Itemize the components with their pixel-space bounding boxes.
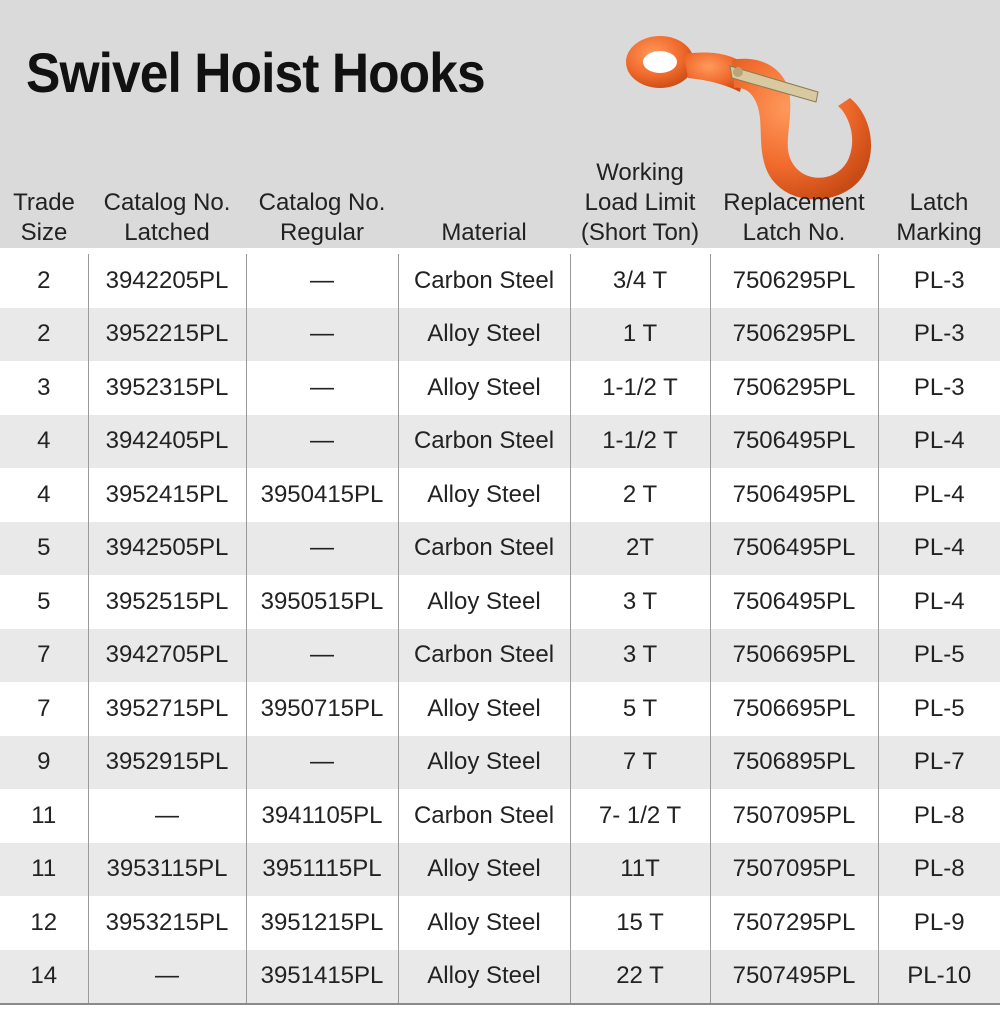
cell: PL-4: [878, 522, 1000, 576]
cell: PL-8: [878, 789, 1000, 843]
table-row: [0, 522, 1000, 576]
cell: 7507295PL: [710, 896, 878, 950]
column-header-trade-size: Trade Size: [13, 189, 75, 246]
cell: PL-4: [878, 468, 1000, 522]
cell: PL-4: [878, 415, 1000, 469]
cell: —: [88, 950, 246, 1005]
table-row: [0, 682, 1000, 736]
cell: 2: [0, 308, 88, 362]
cell: 7: [0, 629, 88, 683]
cell: 7506295PL: [710, 254, 878, 308]
cell: 3942405PL: [88, 415, 246, 469]
cell: 2 T: [570, 468, 710, 522]
cell: PL-7: [878, 736, 1000, 790]
column-header-catalog-regular: Catalog No. Regular: [258, 189, 386, 246]
cell: 3952915PL: [88, 736, 246, 790]
table-row: [0, 789, 1000, 843]
cell: —: [246, 629, 398, 683]
cell: 3: [0, 361, 88, 415]
cell: 3951215PL: [246, 896, 398, 950]
table-row: [0, 361, 1000, 415]
spec-table: [0, 148, 1000, 1005]
cell: PL-8: [878, 843, 1000, 897]
cell: Alloy Steel: [398, 682, 570, 736]
cell: 3942505PL: [88, 522, 246, 576]
cell: —: [246, 308, 398, 362]
cell: 3952215PL: [88, 308, 246, 362]
cell: 7506495PL: [710, 522, 878, 576]
cell: Alloy Steel: [398, 361, 570, 415]
cell: PL-3: [878, 308, 1000, 362]
cell: 3 T: [570, 575, 710, 629]
cell: 5: [0, 575, 88, 629]
cell: Carbon Steel: [398, 789, 570, 843]
cell: 7506495PL: [710, 575, 878, 629]
cell: 15 T: [570, 896, 710, 950]
cell: Carbon Steel: [398, 415, 570, 469]
cell: 22 T: [570, 950, 710, 1005]
cell: 3942705PL: [88, 629, 246, 683]
cell: Carbon Steel: [398, 629, 570, 683]
cell: —: [88, 789, 246, 843]
table-row: [0, 254, 1000, 308]
cell: 7 T: [570, 736, 710, 790]
cell: 5 T: [570, 682, 710, 736]
column-header-latch-marking: Latch Marking: [896, 189, 982, 246]
cell: 7- 1/2 T: [570, 789, 710, 843]
cell: 3952515PL: [88, 575, 246, 629]
cell: PL-5: [878, 629, 1000, 683]
table-row: [0, 896, 1000, 950]
cell: 3953115PL: [88, 843, 246, 897]
table-header-row: [0, 148, 1000, 254]
cell: 2T: [570, 522, 710, 576]
cell: Alloy Steel: [398, 468, 570, 522]
table-row: [0, 736, 1000, 790]
cell: 11: [0, 789, 88, 843]
cell: 3951115PL: [246, 843, 398, 897]
cell: PL-9: [878, 896, 1000, 950]
cell: PL-4: [878, 575, 1000, 629]
cell: —: [246, 254, 398, 308]
cell: 1-1/2 T: [570, 415, 710, 469]
cell: Alloy Steel: [398, 950, 570, 1005]
cell: 3953215PL: [88, 896, 246, 950]
column-header-replacement-latch: Replacement Latch No.: [723, 189, 865, 246]
cell: PL-3: [878, 254, 1000, 308]
cell: —: [246, 361, 398, 415]
cell: 7507095PL: [710, 843, 878, 897]
table-row: [0, 575, 1000, 629]
table-row: [0, 415, 1000, 469]
cell: 11: [0, 843, 88, 897]
cell: 3950715PL: [246, 682, 398, 736]
page-title: Swivel Hoist Hooks: [26, 41, 485, 104]
table-row: [0, 468, 1000, 522]
cell: Alloy Steel: [398, 896, 570, 950]
table-row: [0, 629, 1000, 683]
cell: 3942205PL: [88, 254, 246, 308]
cell: 3 T: [570, 629, 710, 683]
cell: 7506295PL: [710, 361, 878, 415]
cell: 2: [0, 254, 88, 308]
cell: 3951415PL: [246, 950, 398, 1005]
cell: 5: [0, 522, 88, 576]
cell: —: [246, 415, 398, 469]
cell: 7506495PL: [710, 415, 878, 469]
cell: 7506895PL: [710, 736, 878, 790]
cell: 11T: [570, 843, 710, 897]
cell: 7506695PL: [710, 682, 878, 736]
cell: 14: [0, 950, 88, 1005]
cell: 3/4 T: [570, 254, 710, 308]
cell: —: [246, 522, 398, 576]
cell: 7506695PL: [710, 629, 878, 683]
table-row: [0, 950, 1000, 1005]
cell: Carbon Steel: [398, 254, 570, 308]
cell: Alloy Steel: [398, 575, 570, 629]
cell: 7: [0, 682, 88, 736]
column-header-working-load-limit: Working Load Limit (Short Ton): [580, 159, 700, 246]
cell: Alloy Steel: [398, 308, 570, 362]
cell: 9: [0, 736, 88, 790]
column-header-catalog-latched: Catalog No. Latched: [103, 189, 231, 246]
column-header-material: Material: [441, 219, 527, 246]
cell: 1 T: [570, 308, 710, 362]
cell: 7506495PL: [710, 468, 878, 522]
cell: 3950415PL: [246, 468, 398, 522]
cell: Alloy Steel: [398, 736, 570, 790]
table-row: [0, 308, 1000, 362]
cell: 3952315PL: [88, 361, 246, 415]
cell: 3941105PL: [246, 789, 398, 843]
cell: 3952715PL: [88, 682, 246, 736]
cell: 1-1/2 T: [570, 361, 710, 415]
cell: 4: [0, 415, 88, 469]
cell: Carbon Steel: [398, 522, 570, 576]
cell: 12: [0, 896, 88, 950]
cell: PL-3: [878, 361, 1000, 415]
cell: 7507495PL: [710, 950, 878, 1005]
cell: 7506295PL: [710, 308, 878, 362]
cell: Alloy Steel: [398, 843, 570, 897]
table-row: [0, 843, 1000, 897]
cell: PL-10: [878, 950, 1000, 1005]
cell: —: [246, 736, 398, 790]
cell: 3950515PL: [246, 575, 398, 629]
cell: 3952415PL: [88, 468, 246, 522]
cell: PL-5: [878, 682, 1000, 736]
cell: 7507095PL: [710, 789, 878, 843]
cell: 4: [0, 468, 88, 522]
